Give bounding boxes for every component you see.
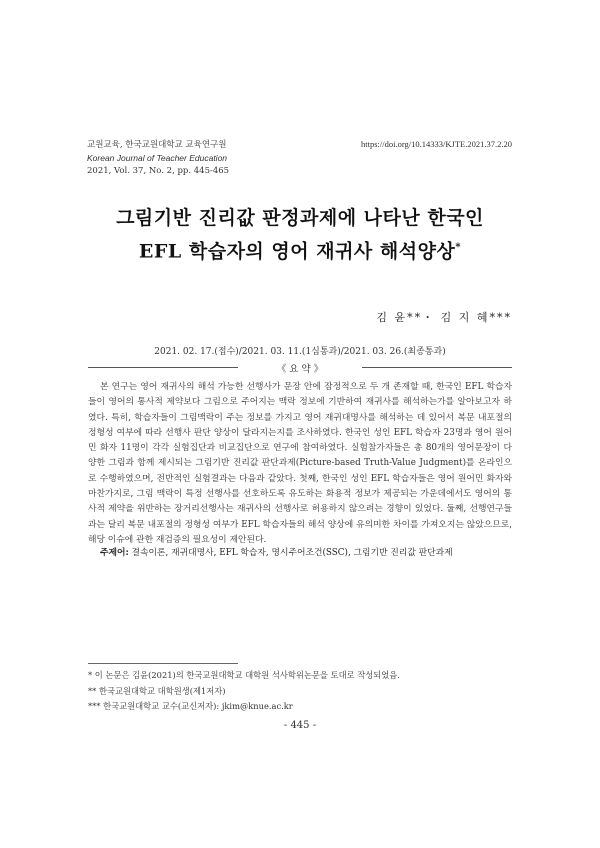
title-footnote-mark: * (455, 242, 462, 253)
footnote-divider (88, 663, 238, 664)
footnote-2: ** 한국교원대학교 대학원생(제1저자) (88, 685, 226, 696)
volume-info: 2021, Vol. 37, No. 2, pp. 445-465 (87, 166, 230, 176)
keywords-label: 주제어: (100, 548, 129, 558)
page-number: - 445 - (283, 720, 317, 731)
title-line-2-text: EFL 학습자의 영어 재귀사 해석양상 (138, 240, 456, 263)
abstract-body: 본 연구는 영어 재귀사의 해석 가능한 선행사가 문장 안에 잠정적으로 두 개 존재할 때, 한국인 EFL 학습자들이 영어의 통사적 제약보다 그림으로 주어지는 맥락 정보에 기반하여 재귀사를 해석하는가를 알아보고자 하였다. 특히, 학습자들이 그림맥락이 주는 정보를 가지고 영어 재귀대명사를 해석하는 데 있어서 복문 내포절의 정형성 여부에 따라 선행사 판단 양상이 달라지는지를 조사하였다. 한국인 성인 EFL 학습자 23명과 영어 원어민 화자 11명이 각각 실험집단과 비교집단으로 연구에 참여하였다. 실험참가자들은 총 80개의 영어문장이 다양한 그림과 함께 제시되는 그림기반 진리값 판단과제(Picture-based Truth-Value Judgment)를 온라인으로 수행하였으며, 전반적인 실험결과는 다음과 같았다. 첫째, 한국인 성인 EFL 학습자들은 영어 원어민 화자와 마찬가지로, 그림 맥락이 특정 선행사를 선호하도록 유도하는 화용적 정보가 제공되는 가운데에서도 영어의 통사적 제약을 위반하는 장거리선행사는 재귀사의 선행사로 허용하지 않으려는 경향이 있었다. 둘째, 선행연구들과는 달리 복문 내포절의 정형성 여부가 EFL 학습자들의 해석 양상에 유의미한 차이를 가져오지는 않았으므로, 해당 이슈에 관한 재검증의 필요성이 제안된다. (88, 382, 512, 545)
journal-header (87, 139, 229, 178)
title-line-2 (60, 233, 540, 266)
keywords-text: 결속이론, 재귀대명사, EFL 학습자, 명시주어조건(SSC), 그림기반 진리값 판단과제 (131, 548, 453, 558)
footnote-3: *** 한국교원대학교 교수(교신저자): jkim@knue.ac.kr (88, 701, 293, 711)
doi-link[interactable]: https://doi.org/10.14333/KJTE.2021.37.2.20 (361, 139, 512, 149)
abstract-rule-right (362, 367, 512, 368)
journal-name-korean: 교원교육, 한국교원대학교 교육연구원 (87, 140, 227, 150)
keywords (100, 545, 512, 558)
submission-dates: 2021. 02. 17.(접수)/2021. 03. 11.(1심통과)/2021. 03. 26.(최종통과) (154, 347, 446, 357)
journal-name-english: Korean Journal of Teacher Education (87, 153, 228, 163)
authors: 김 윤**・ 김 지 혜*** (376, 311, 512, 324)
paper-title (60, 203, 540, 266)
abstract-heading (88, 361, 512, 373)
title-line-1: 그림기반 진리값 판정과제에 나타난 한국인 (116, 207, 484, 229)
footnotes (88, 668, 400, 715)
footnote-1: * 이 논문은 김윤(2021)의 한국교원대학교 대학원 석사학위논문을 토대로 작성되었음. (88, 670, 400, 680)
abstract-heading-label: 《 요 약 》 (276, 364, 324, 375)
